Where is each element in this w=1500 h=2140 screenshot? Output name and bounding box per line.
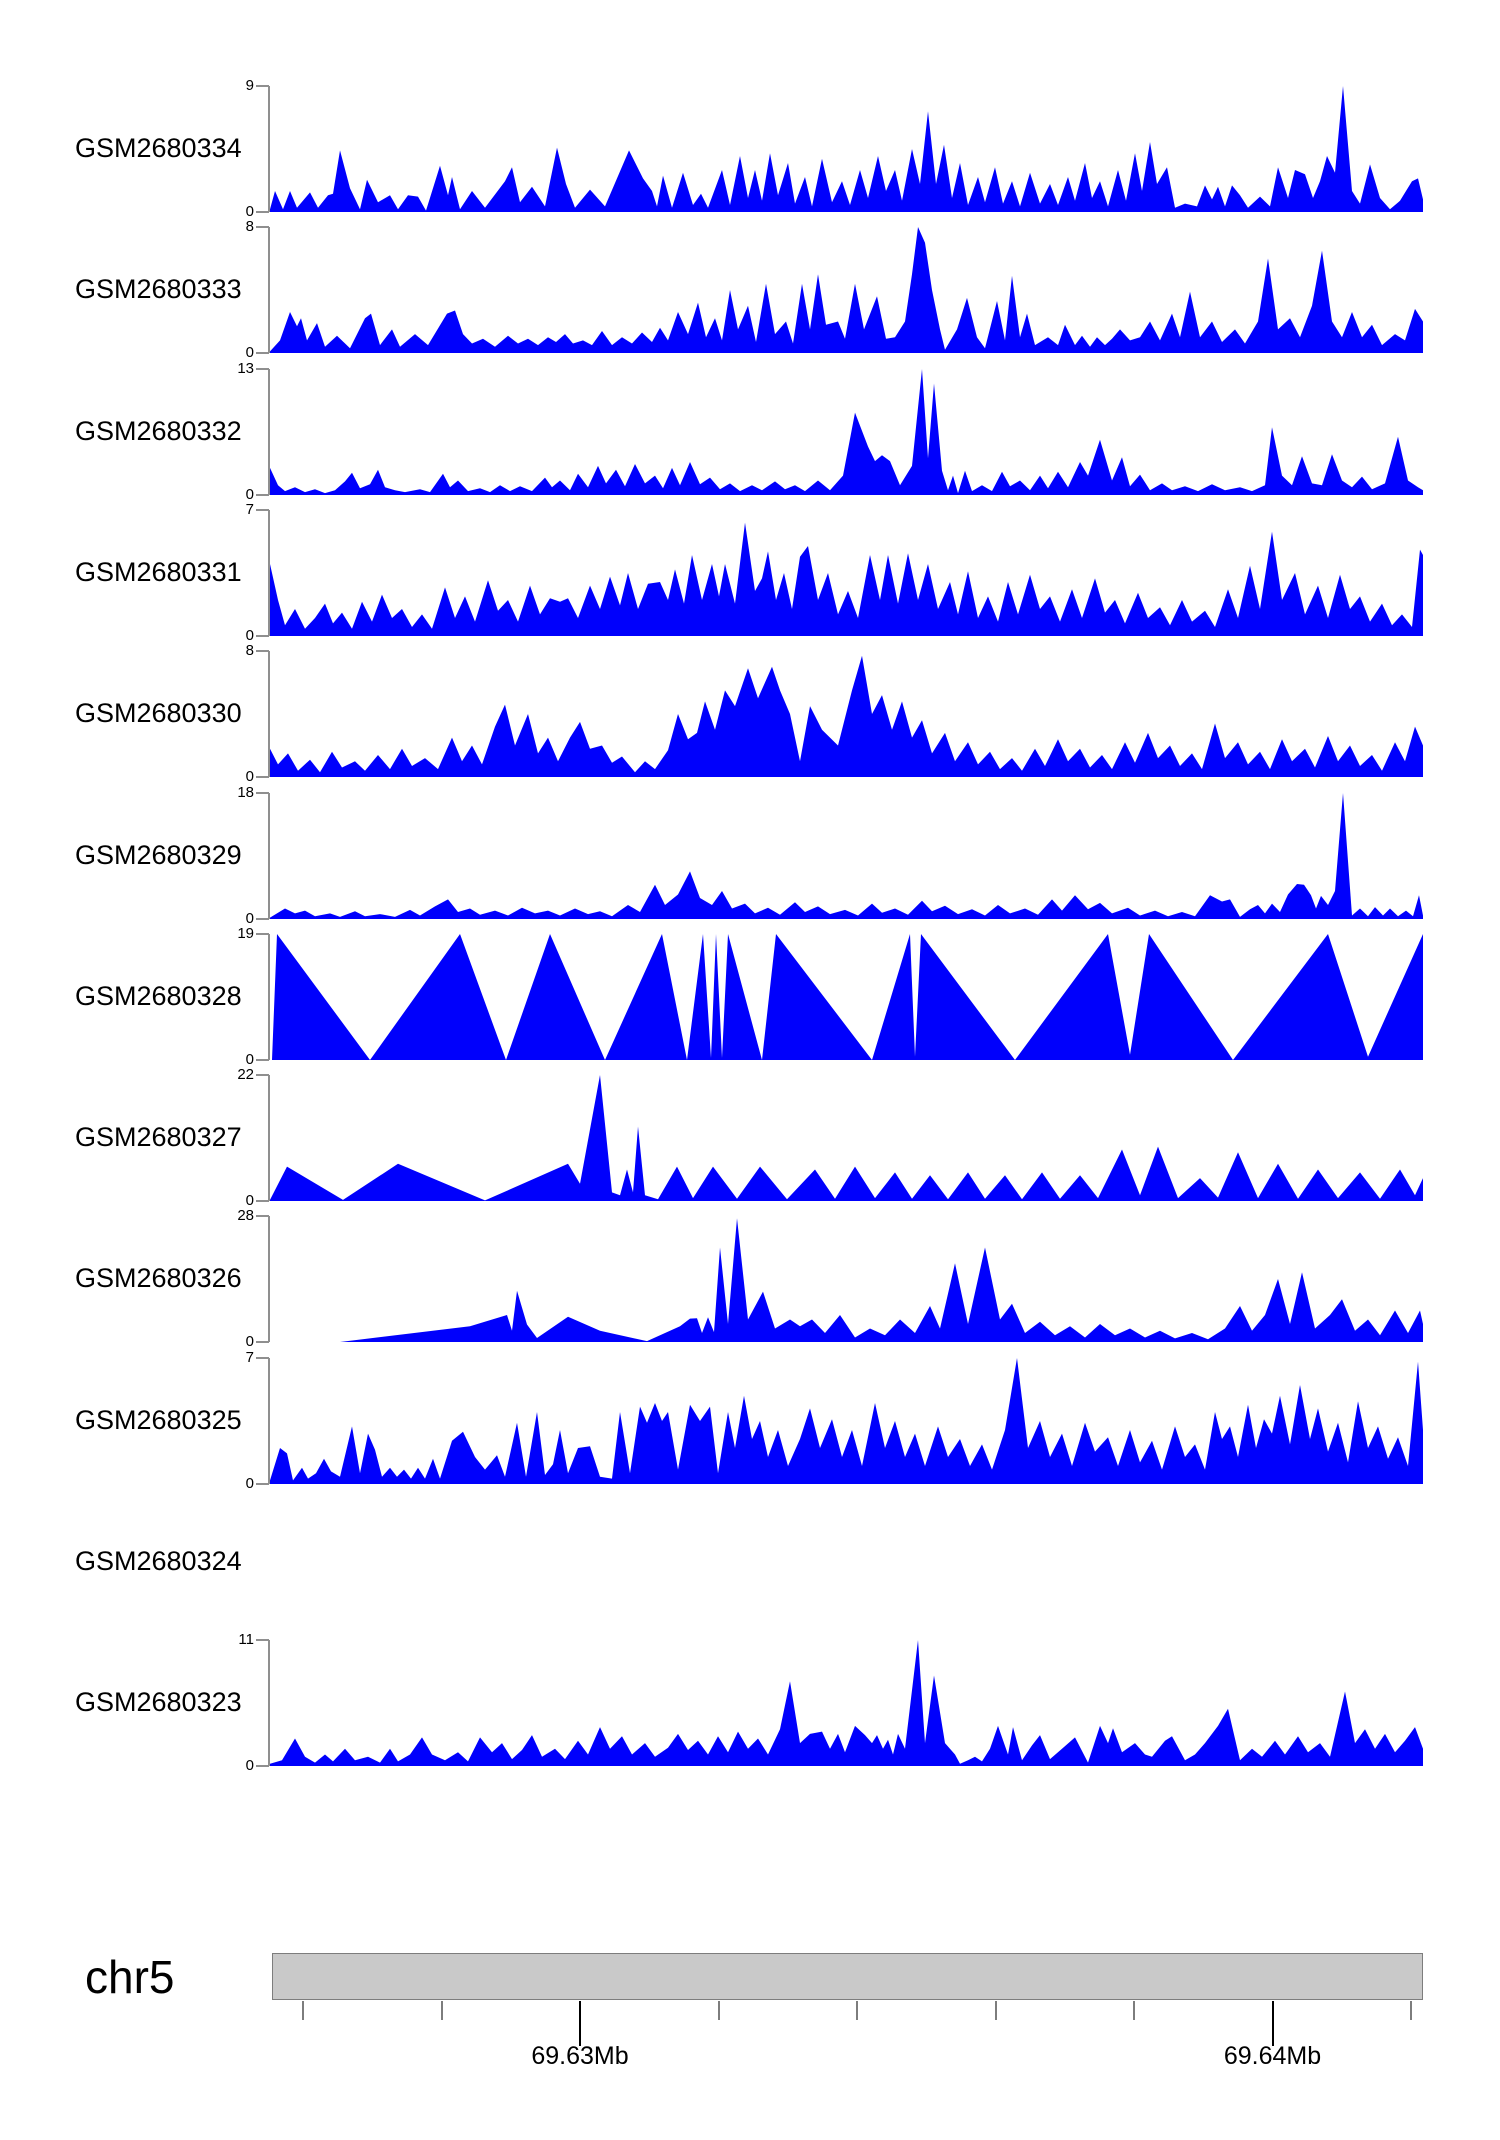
- coverage-area-plot: [270, 651, 1423, 777]
- coverage-polygon: [270, 1358, 1423, 1484]
- ruler-minor-tick: [856, 2001, 858, 2020]
- track-ymax-label: 11: [238, 1631, 254, 1649]
- track-label: GSM2680334: [75, 133, 242, 163]
- coverage-area-plot: [270, 86, 1423, 212]
- coverage-area-plot: [270, 1216, 1423, 1342]
- track-axis-tick-top: [256, 85, 269, 87]
- track-axis-tick-bottom: [256, 1765, 269, 1767]
- track-axis-tick-bottom: [256, 918, 269, 920]
- coverage-area-plot: [270, 227, 1423, 353]
- track-zero-label: 0: [245, 203, 254, 220]
- track-axis-tick-bottom: [256, 776, 269, 778]
- track-axis-tick-top: [256, 1639, 269, 1641]
- track-label: GSM2680331: [75, 556, 242, 587]
- track-ymax-label: 28: [237, 1207, 254, 1225]
- track-ymax-label: 19: [237, 924, 254, 942]
- track-zero-label: 0: [245, 1192, 254, 1210]
- track-axis-tick-top: [256, 226, 269, 228]
- track-label: GSM2680333: [75, 274, 242, 305]
- track-ymax-label: 7: [245, 500, 254, 518]
- coverage-area-plot: [270, 1358, 1423, 1484]
- track-ymax-label: 9: [245, 77, 254, 94]
- coverage-area-plot: [270, 793, 1423, 919]
- track-axis-tick-top: [256, 1074, 269, 1076]
- track-label: GSM2680328: [75, 980, 242, 1011]
- track-zero-label: 0: [245, 1050, 254, 1068]
- ruler-minor-tick: [1410, 2001, 1412, 2020]
- track-axis-tick-top: [256, 1215, 269, 1217]
- coverage-area-plot: [270, 1075, 1423, 1201]
- coverage-polygon: [270, 227, 1423, 353]
- track-ymax-label: 22: [237, 1066, 254, 1084]
- track-zero-label: 0: [245, 1474, 254, 1492]
- track-label: GSM2680329: [75, 839, 242, 870]
- track-zero-label: 0: [245, 344, 254, 362]
- coverage-polygon: [270, 793, 1423, 919]
- track-ymax-label: 7: [245, 1348, 254, 1366]
- track-axis-tick-bottom: [256, 635, 269, 637]
- ruler-minor-tick: [995, 2001, 997, 2020]
- track-label: GSM2680325: [75, 1404, 242, 1435]
- track-ymax-label: 13: [237, 359, 254, 377]
- track-axis-tick-bottom: [256, 1483, 269, 1485]
- ruler-major-tick: [579, 2001, 581, 2046]
- coverage-polygon: [270, 369, 1423, 495]
- track-zero-label: 0: [245, 485, 254, 503]
- track-axis-tick-bottom: [256, 494, 269, 496]
- track-label: GSM2680323: [75, 1687, 242, 1718]
- ruler-tick-label: 69.64Mb: [1223, 2042, 1322, 2070]
- track-zero-label: 0: [245, 626, 254, 644]
- ruler-tick-label: 69.63Mb: [531, 2042, 629, 2070]
- ruler-major-tick: [1272, 2001, 1274, 2046]
- track-axis-tick-bottom: [256, 1200, 269, 1202]
- track-zero-label: 0: [245, 1757, 254, 1775]
- track-zero-label: 0: [245, 1333, 254, 1351]
- track-label: GSM2680332: [75, 415, 242, 446]
- track-axis-tick-top: [256, 650, 269, 652]
- coverage-polygon: [272, 934, 1423, 1060]
- coverage-polygon: [270, 86, 1423, 212]
- track-axis-tick-top: [256, 792, 269, 794]
- track-label: GSM2680324: [75, 1546, 242, 1576]
- coverage-area-plot: [270, 510, 1423, 636]
- coverage-polygon: [270, 656, 1423, 777]
- ruler-minor-tick: [441, 2001, 443, 2020]
- track-ymax-label: 18: [237, 783, 254, 801]
- coverage-area-plot: [270, 934, 1423, 1060]
- ruler-minor-tick: [302, 2001, 304, 2020]
- coverage-polygon: [270, 522, 1423, 635]
- coverage-polygon: [270, 1640, 1423, 1766]
- track-axis-tick-top: [256, 1357, 269, 1359]
- track-ymax-label: 8: [245, 642, 254, 660]
- track-label: GSM2680327: [75, 1122, 242, 1153]
- track-axis-tick-bottom: [256, 211, 269, 213]
- track-label: GSM2680326: [75, 1263, 242, 1294]
- track-axis-tick-top: [256, 509, 269, 511]
- track-axis-tick-bottom: [256, 352, 269, 354]
- ruler-minor-tick: [1133, 2001, 1135, 2020]
- track-axis-tick-top: [256, 933, 269, 935]
- chromosome-label: chr5: [85, 1951, 175, 2003]
- coverage-area-plot: [270, 1640, 1423, 1766]
- track-zero-label: 0: [245, 909, 254, 927]
- chromosome-bar: [272, 1953, 1423, 2000]
- track-label: GSM2680330: [75, 698, 242, 729]
- coverage-polygon: [270, 1075, 1423, 1201]
- track-axis-tick-bottom: [256, 1341, 269, 1343]
- coverage-area-plot: [270, 369, 1423, 495]
- track-zero-label: 0: [245, 768, 254, 786]
- track-ymax-label: 8: [245, 218, 254, 236]
- track-axis-tick-bottom: [256, 1059, 269, 1061]
- coverage-polygon: [340, 1219, 1423, 1343]
- track-axis-tick-top: [256, 368, 269, 370]
- ruler-minor-tick: [718, 2001, 720, 2020]
